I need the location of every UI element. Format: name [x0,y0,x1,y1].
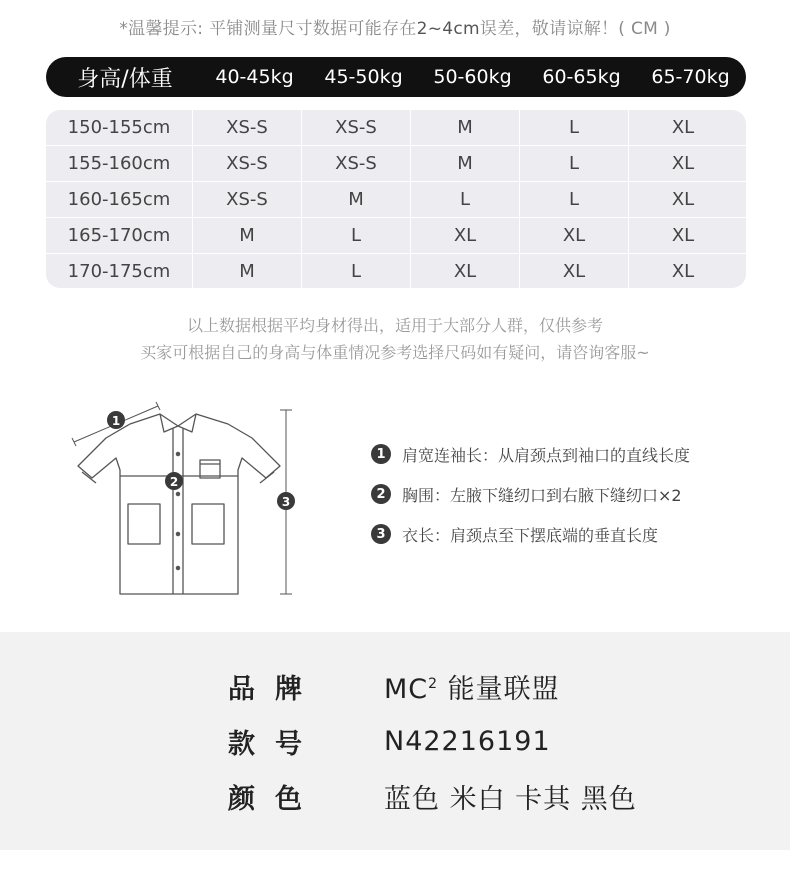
header-weight: 65-70kg [651,66,730,88]
legend-item [371,524,690,544]
color-value: 蓝色 米白 卡其 黑色 [384,783,637,815]
diagram-marker-1 [107,411,125,429]
table-row [46,253,746,288]
measurement-notice [0,14,790,39]
height-cell: 155-160cm [67,153,171,174]
notice-range: 2~4cm [416,19,480,39]
brand-label: 品牌 [228,673,322,705]
number-2-icon: 2 [371,484,391,504]
table-row [46,217,746,253]
disclaimer-line-2: 买家可根据自己的身高与体重情况参考选择尺码如有疑问，请咨询客服~ [140,343,650,362]
header-weight: 60-65kg [542,66,621,88]
size-table [46,110,746,288]
legend-text: 肩宽连袖长：从肩颈点到袖口的直线长度 [402,445,691,465]
size-cell: M [301,182,410,217]
header-weight: 45-50kg [324,66,403,88]
number-3-icon: 3 [371,524,391,544]
model-value: N42216191 [384,725,551,757]
size-cell: XL [410,218,519,253]
diagram-marker-3 [277,492,295,510]
legend-item [371,444,690,464]
legend-text: 胸围：左腋下缝纫口到右腋下缝纫口×2 [402,485,682,505]
header-weight: 50-60kg [433,66,512,88]
garment-measurement-diagram [60,398,310,603]
size-cell: L [410,182,519,217]
height-cell: 170-175cm [67,261,171,282]
size-cell: L [301,218,410,253]
measurement-legend [371,444,690,564]
svg-text:2: 2 [169,475,179,489]
size-cell: L [301,254,410,288]
size-cell: M [192,218,301,253]
product-info-panel [0,632,790,850]
notice-suffix: 误差，敬请谅解！( CM ) [479,19,671,39]
size-disclaimer [0,312,790,366]
disclaimer-line-1: 以上数据根据平均身材得出，适用于大部分人群，仅供参考 [186,316,603,335]
size-cell: XL [410,254,519,288]
header-height-weight: 身高/体重 [77,66,173,92]
size-cell: XL [628,146,737,181]
size-cell: XS-S [192,146,301,181]
color-row [228,776,637,816]
height-cell: 165-170cm [67,225,171,246]
size-cell: XL [628,182,737,217]
table-row [46,181,746,217]
notice-prefix: *温馨提示: 平铺测量尺寸数据可能存在 [119,19,417,39]
size-cell: XS-S [192,182,301,217]
number-1-icon: 1 [371,444,391,464]
legend-text: 衣长：肩颈点至下摆底端的垂直长度 [402,525,659,545]
size-cell: XS-S [192,110,301,145]
brand-row [228,666,560,706]
size-cell: XL [628,110,737,145]
table-row [46,145,746,181]
size-cell: XL [628,254,737,288]
color-label: 颜色 [228,783,322,815]
header-weight: 40-45kg [215,66,294,88]
size-cell: L [519,110,628,145]
size-cell: M [410,110,519,145]
size-cell: XL [519,218,628,253]
size-cell: XL [519,254,628,288]
height-cell: 160-165cm [67,189,171,210]
svg-text:1: 1 [111,414,121,428]
svg-text:3: 3 [281,495,291,509]
model-label: 款号 [228,728,322,760]
size-cell: XS-S [301,110,410,145]
table-row [46,110,746,145]
height-cell: 150-155cm [67,117,171,138]
size-table-header [46,57,746,97]
size-cell: L [519,146,628,181]
size-cell: M [192,254,301,288]
size-cell: L [519,182,628,217]
diagram-marker-2 [165,472,183,490]
size-cell: XL [628,218,737,253]
size-cell: M [410,146,519,181]
brand-value: $MC^2$ 能量联盟 [384,673,560,705]
legend-item [371,484,690,504]
model-row [228,721,551,761]
size-cell: XS-S [301,146,410,181]
